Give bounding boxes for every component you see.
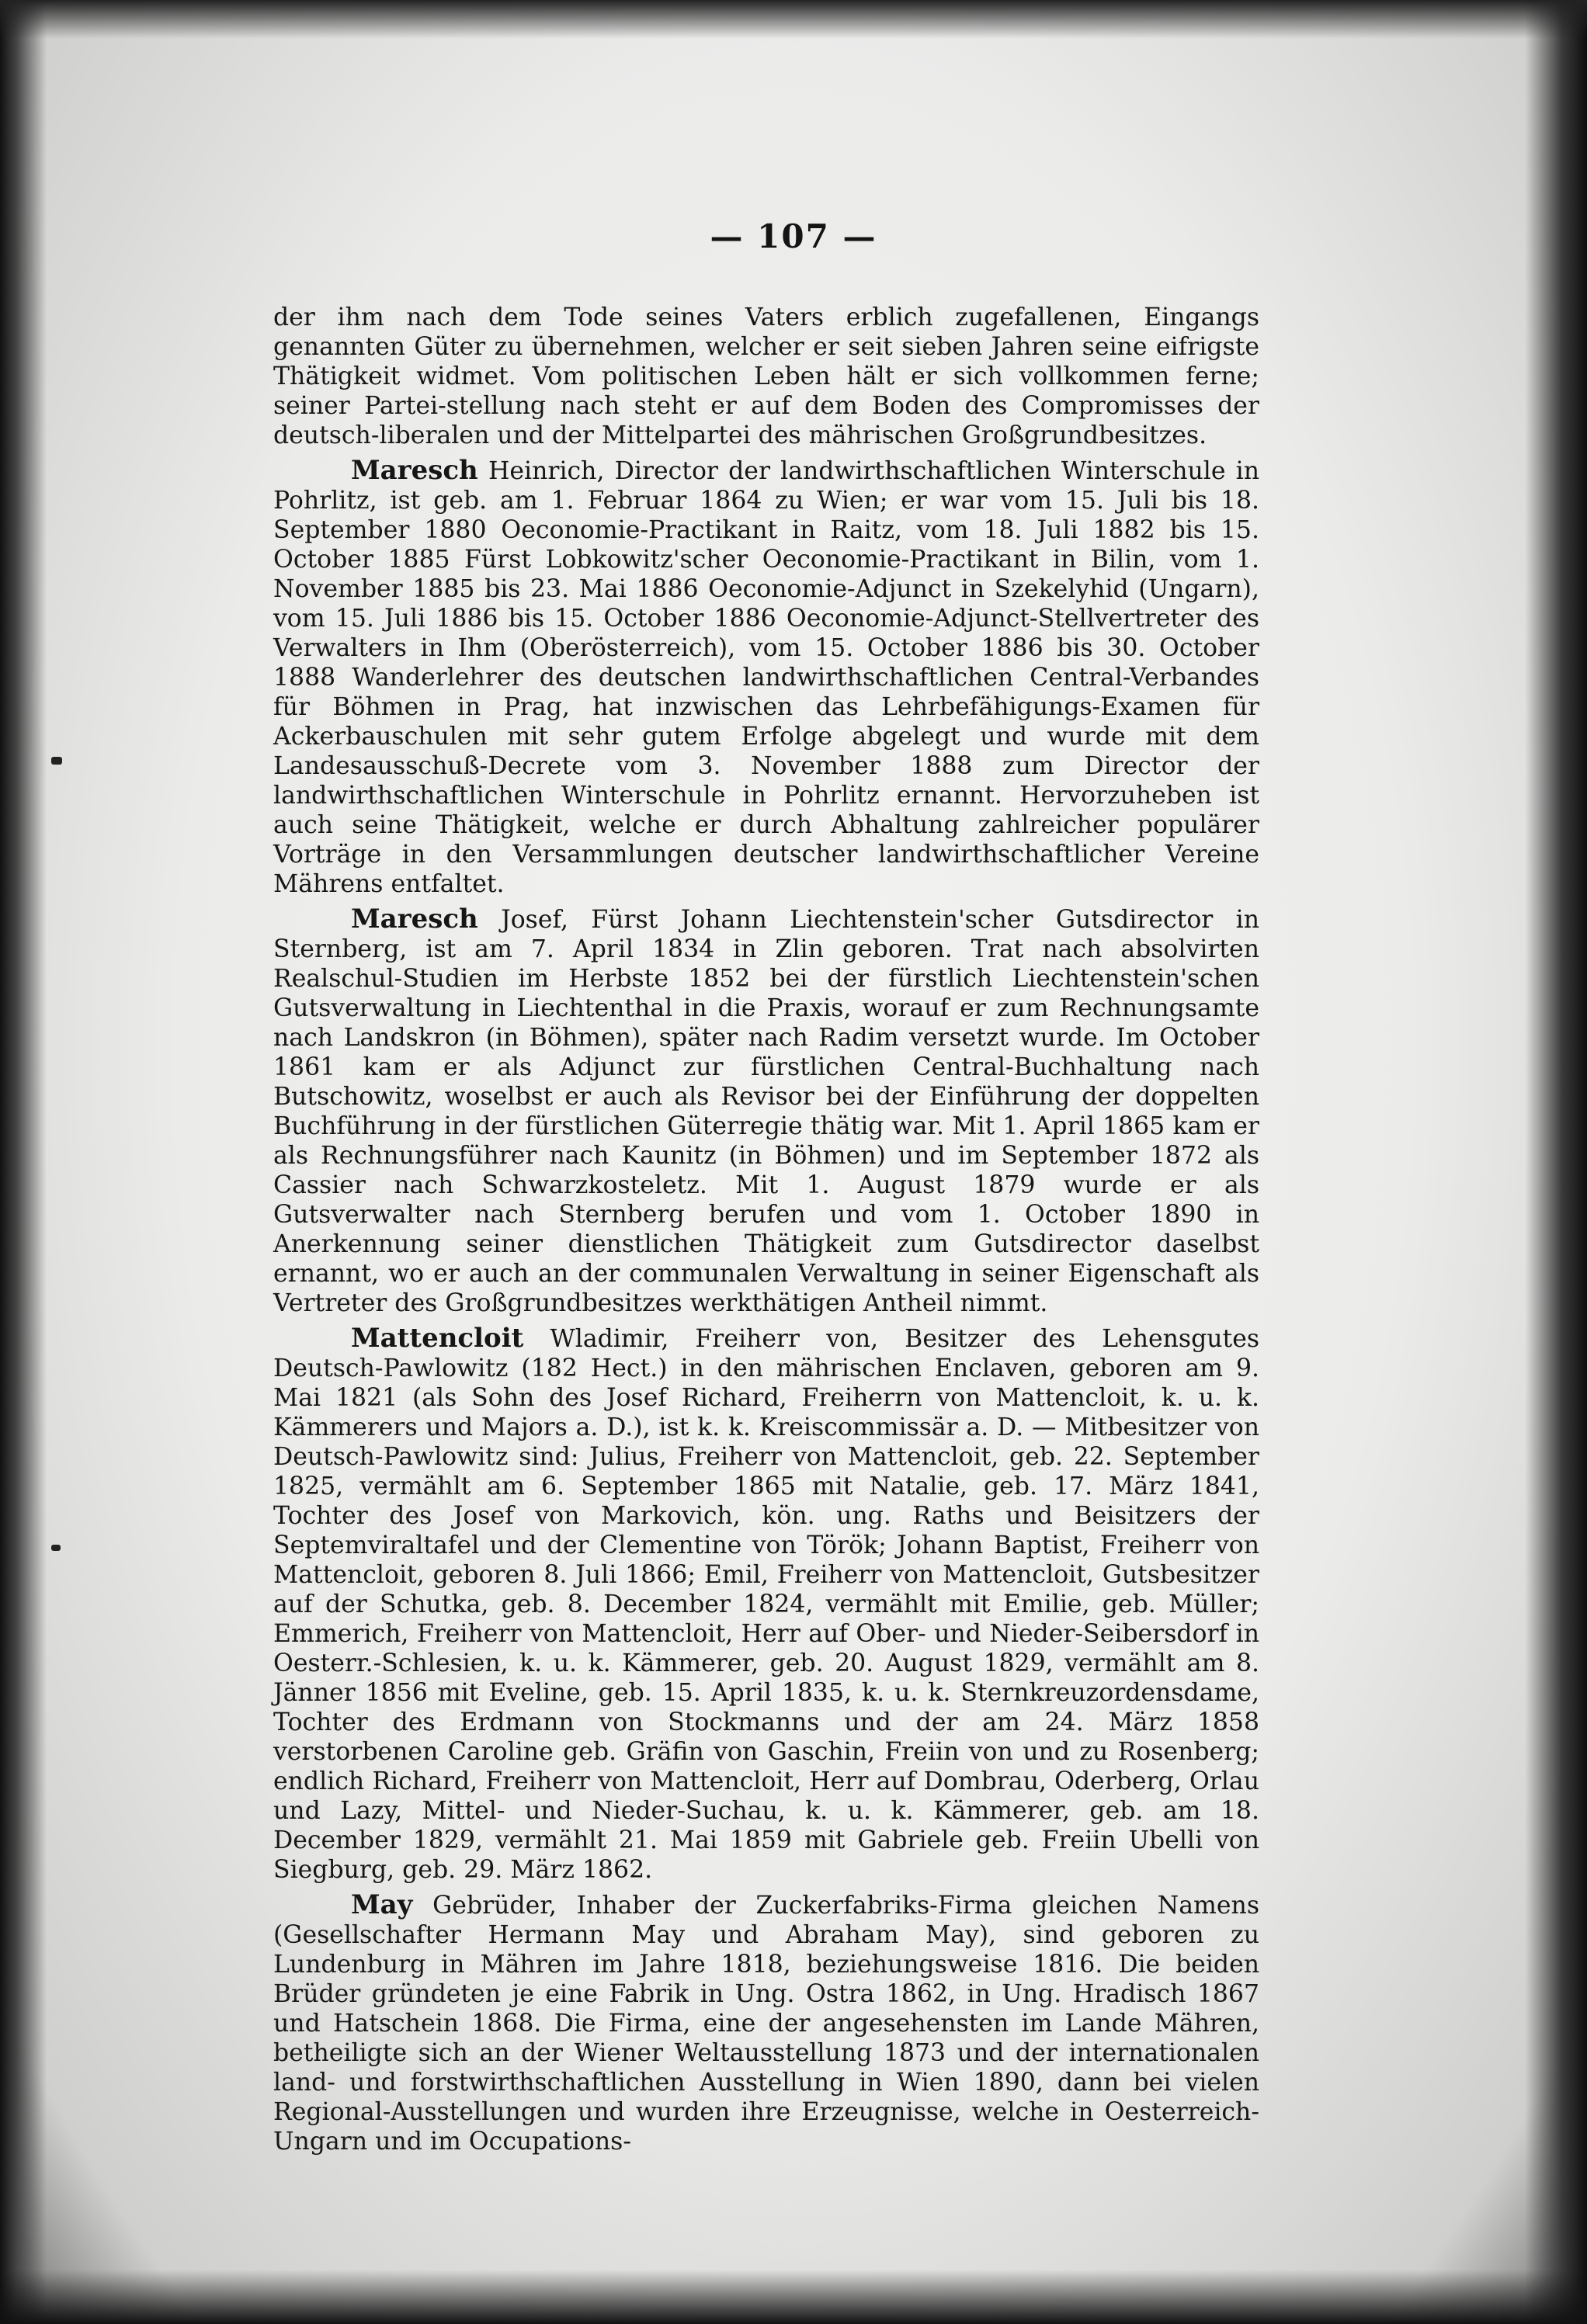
entry-text: Gebrüder, Inhaber der Zuckerfabriks-Firma gleichen Namens (Gesellschafter Hermann May und Abraham May), sind geboren zu Lundenburg in Mähren im Jahre 1818, beziehungsweise 1816. Die beiden Brüder gründeten je eine Fabrik in Ung. Ostra 1862, in Ung. Hradisch 1867 und Hatschein 1868. Die Firma, eine der angesehensten im Lande Mähren, betheiligte sich an der Wiener Weltausstellung 1873 und der internationalen land- und forstwirthschaftlichen Ausstellung in Wien 1890, dann bei vielen Regional-Ausstellungen und wurden ihre Erzeugnisse, welche in Oesterreich-Ungarn und im Occupations-: [273, 1892, 1259, 2156]
page-edge-right: [1525, 0, 1587, 2324]
entry-name: May: [351, 1889, 413, 1920]
binding-mark: [51, 757, 62, 765]
continuation-paragraph: der ihm nach dem Tode seines Vaters erblich zugefallenen, Eingangs genannten Güter zu übernehmen, welcher er seit sieben Jahren seine eifrigste Thätigkeit widmet. Vom politischen Leben hält er sich vollkommen ferne; seiner Partei-stellung nach steht er auf dem Boden des Compromisses der deutsch-liberalen und der Mittelpartei des mährischen Großgrundbesitzes.: [273, 304, 1259, 449]
page-edge-top: [0, 0, 1587, 39]
page-number: — 107 —: [710, 217, 877, 255]
binding-mark: [51, 1545, 61, 1551]
entry-paragraph: [273, 456, 1259, 899]
entry-name: Mattencloit: [351, 1323, 524, 1354]
page-edge-left: [0, 0, 47, 2324]
entry-text: Josef, Fürst Johann Liechtenstein'scher Gutsdirector in Sternberg, ist am 7. April 1834 in Zlin geboren. Trat nach absolvirten Realschul-Studien im Herbste 1852 bei der fürstlich Liechtenstein'schen Gutsverwaltung in Liechtenthal in die Praxis, worauf er zum Rechnungsamte nach Landskron (in Böhmen), später nach Radim versetzt wurde. Im October 1861 kam er als Adjunct zur fürstlichen Central-Buchhaltung nach Butschowitz, woselbst er auch als Revisor bei der Einführung der doppelten Buchführung in der fürstlichen Güterregie thätig war. Mit 1. April 1865 kam er als Rechnungsführer nach Kaunitz (in Böhmen) und im September 1872 als Cassier nach Schwarzkosteletz. Mit 1. August 1879 wurde er als Gutsverwalter nach Sternberg berufen und vom 1. October 1890 in Anerkennung seiner dienstlichen Thätigkeit zum Gutsdirector daselbst ernannt, wo er auch an der communalen Verwaltung in seiner Eigenschaft als Vertreter des Großgrundbesitzes werkthätigen Antheil nimmt.: [273, 906, 1259, 1317]
entry-text: Wladimir, Freiherr von, Besitzer des Lehensgutes Deutsch-Pawlowitz (182 Hect.) in den mährischen Enclaven, geboren am 9. Mai 1821 (als Sohn des Josef Richard, Freiherrn von Mattencloit, k. u. k. Kämmerers und Majors a. D.), ist k. k. Kreiscommissär a. D. — Mitbesitzer von Deutsch-Pawlowitz sind: Julius, Freiherr von Mattencloit, geb. 22. September 1825, vermählt am 6. September 1865 mit Natalie, geb. 17. März 1841, Tochter des Josef von Markovich, kön. ung. Raths und Beisitzers der Septemviraltafel und der Clementine von Török; Johann Baptist, Freiherr von Mattencloit, geboren 8. Juli 1866; Emil, Freiherr von Mattencloit, Gutsbesitzer auf der Schutka, geb. 8. December 1824, vermählt mit Emilie, geb. Müller; Emmerich, Freiherr von Mattencloit, Herr auf Ober- und Nieder-Seibersdorf in Oesterr.-Schlesien, k. u. k. Kämmerer, geb. 20. August 1829, vermählt am 8. Jänner 1856 mit Eveline, geb. 15. April 1835, k. u. k. Sternkreuzordensdame, Tochter des Erdmann von Stockmanns und der am 24. März 1858 verstorbenen Caroline geb. Gräfin von Gaschin, Freiin von und zu Rosenberg; endlich Richard, Freiherr von Mattencloit, Herr auf Dombrau, Oderberg, Orlau und Lazy, Mittel- und Nieder-Suchau, k. u. k. Kämmerer, geb. am 18. December 1829, vermählt 21. Mai 1859 mit Gabriele geb. Freiin Ubelli von Siegburg, geb. 29. März 1862.: [273, 1325, 1259, 1884]
entry-text: Heinrich, Director der landwirthschaftlichen Winterschule in Pohrlitz, ist geb. am 1. Februar 1864 zu Wien; er war vom 15. Juli bis 18. September 1880 Oeconomie-Practikant in Raitz, vom 18. Juli 1882 bis 15. October 1885 Fürst Lobkowitz'scher Oeconomie-Practikant in Bilin, vom 1. November 1885 bis 23. Mai 1886 Oeconomie-Adjunct in Szekelyhid (Ungarn), vom 15. Juli 1886 bis 15. October 1886 Oeconomie-Adjunct-Stellvertreter des Verwalters in Ihm (Oberösterreich), vom 15. October 1886 bis 30. October 1888 Wanderlehrer des deutschen landwirthschaftlichen Central-Verbandes für Böhmen in Prag, hat inzwischen das Lehrbefähigungs-Examen für Ackerbauschulen mit sehr gutem Erfolge abgelegt und wurde mit dem Landesausschuß-Decrete vom 3. November 1888 zum Director der landwirthschaftlichen Winterschule in Pohrlitz ernannt. Hervorzuheben ist auch seine Thätigkeit, welche er durch Abhaltung zahlreicher populärer Vorträge in den Versammlungen deutscher landwirthschaftlicher Vereine Mährens entfaltet.: [273, 457, 1259, 898]
entry-paragraph: [273, 1890, 1259, 2156]
page-edge-bottom: [0, 2270, 1587, 2324]
entry-name: Maresch: [351, 455, 478, 486]
entry-name: Maresch: [351, 904, 478, 935]
entry-paragraph: [273, 1323, 1259, 1885]
body-text: [273, 303, 1259, 2156]
entry-paragraph: [273, 904, 1259, 1318]
